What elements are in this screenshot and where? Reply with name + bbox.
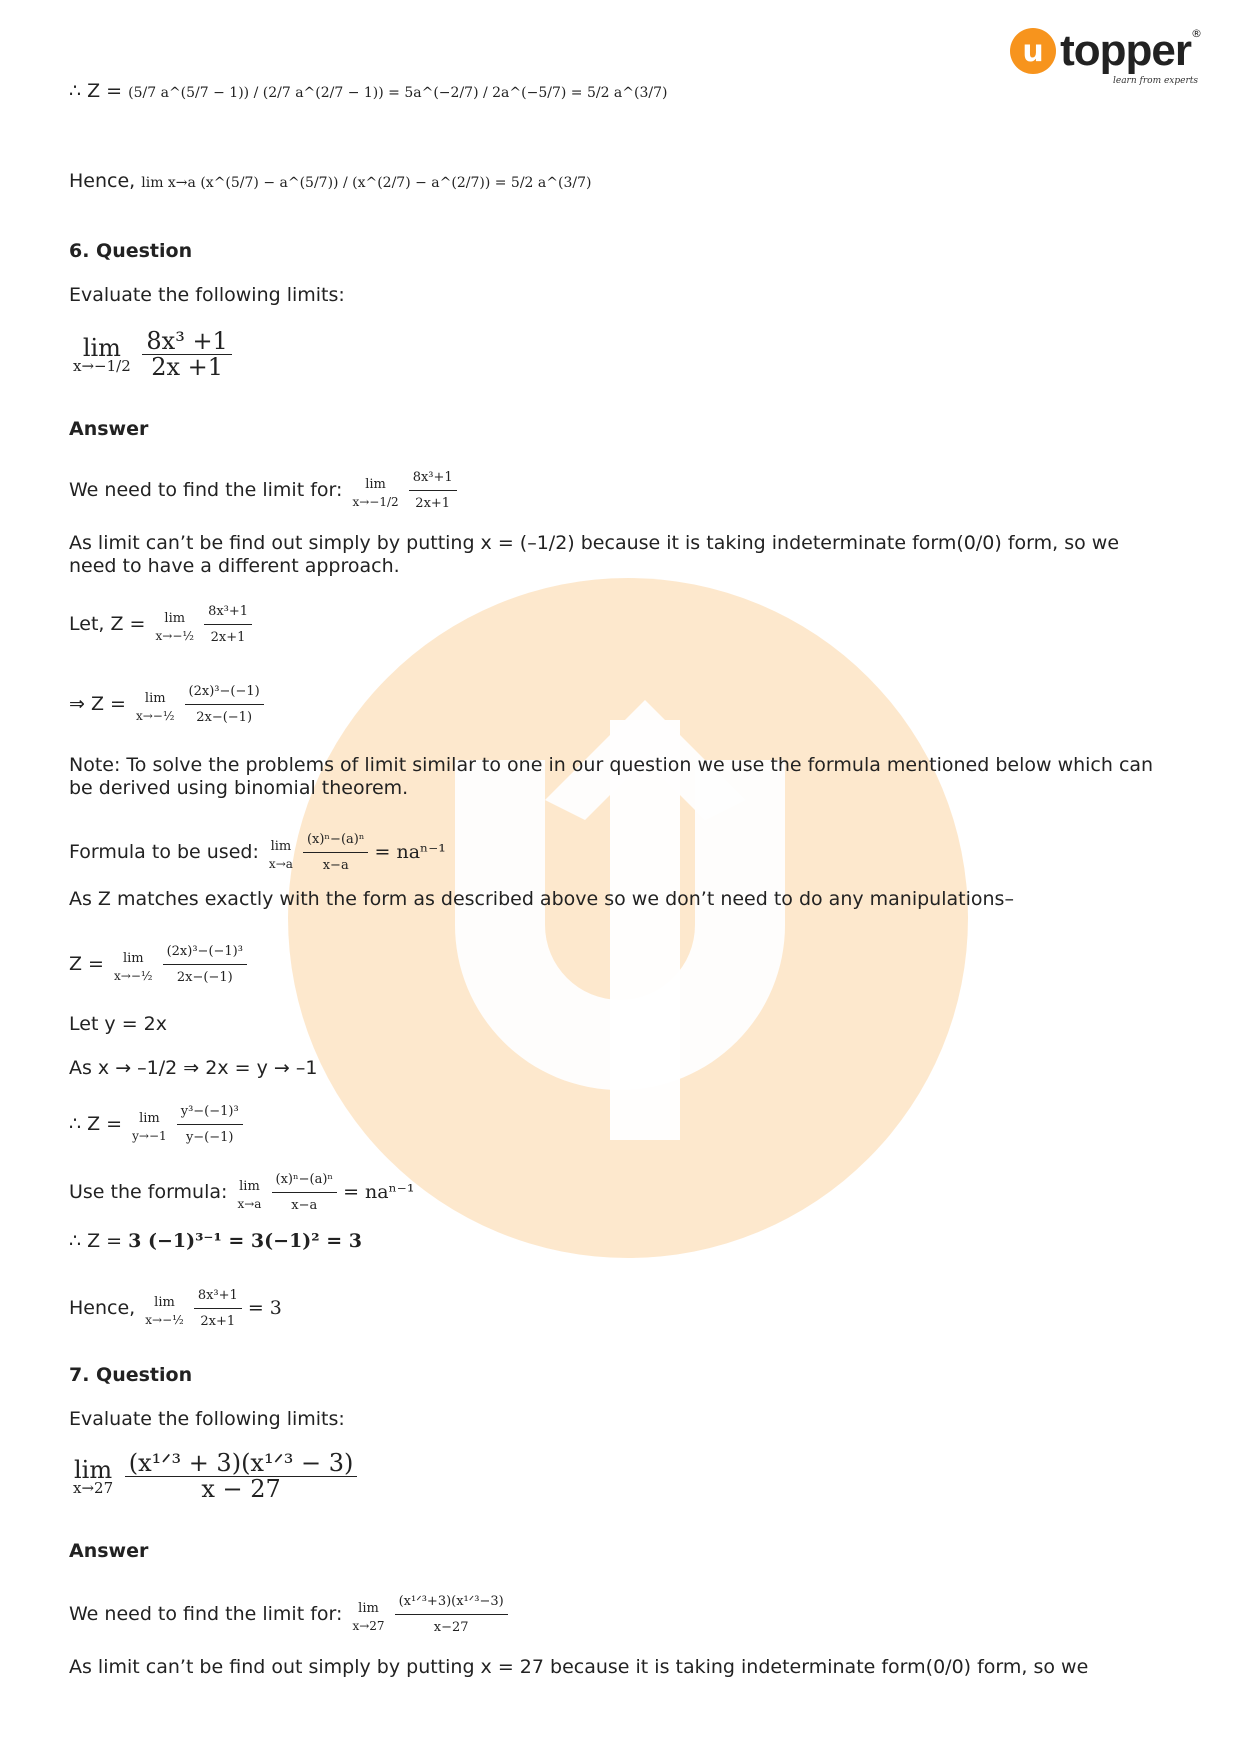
question-6-prompt: Evaluate the following limits: (69, 284, 345, 306)
question-6-expression (69, 327, 232, 381)
lim-label: lim (82, 333, 121, 362)
fraction-denominator: x−27 (433, 1620, 469, 1635)
answer-6-note: Note: To solve the problems of limit similar to one in our question we use the formula mentioned below which can be derived using binomial theorem. (69, 754, 1154, 799)
math-expression: (5/7 a^(5/7 − 1)) / (2/7 a^(2/7 − 1)) = 5a^(−2/7) / 2a^(−5/7) = 5/2 a^(3/7) (128, 85, 668, 101)
line-lead: ∴ Z = (69, 80, 129, 102)
fraction-numerator: 8x³+1 (194, 1284, 242, 1309)
answer-6-line-13 (69, 1230, 362, 1253)
lim-label: lim (74, 1455, 113, 1484)
lim-subscript: x→27 (73, 1478, 114, 1497)
line-text: ∴ Z = (69, 1230, 129, 1252)
line-z-result (69, 80, 667, 105)
fraction-denominator: 2x+1 (415, 496, 451, 511)
fraction-denominator: x − 27 (201, 1475, 281, 1503)
fraction-denominator: 2x+1 (210, 630, 246, 645)
answer-6-conclusion: Hence, lim x→−½ $\frac{\text{8x³+1}}{2x+1}$ = 3 (69, 1284, 282, 1333)
answer-6-line-3: Let, Z = lim x→−½ $\frac{\text{8x³+1}}{2x+1}$ (69, 600, 252, 649)
math-expression: lim x→a (x^(5/7) − a^(5/7)) / (x^(2/7) − a^(2/7)) = 5/2 a^(3/7) (141, 175, 592, 191)
lim-subscript: x→−1/2 (73, 356, 131, 375)
question-6-heading: 6. Question (69, 240, 193, 262)
fraction-denominator: x−a (322, 858, 349, 873)
fraction-numerator: 8x³+1 (204, 600, 252, 625)
answer-6-line-8: Z = lim x→−½ $\frac{\text{(2x)³−(−1)³}}{2x-(-1)}$ (69, 940, 247, 989)
lim-subscript: x→a (237, 1196, 262, 1211)
line-text: We need to find the limit for: (69, 1603, 343, 1625)
answer-6-line-9: Let y = 2x (69, 1013, 168, 1035)
fraction-numerator: (x¹ᐟ³+3)(x¹ᐟ³−3) (395, 1590, 508, 1615)
line-hence-1 (69, 170, 591, 195)
line-text: We need to find the limit for: (69, 479, 343, 501)
fraction-denominator: y−(−1) (185, 1130, 234, 1145)
lim-subscript: x→−½ (145, 1312, 184, 1327)
fraction-denominator: 2x+1 (200, 1314, 236, 1329)
answer-7-line-2: As limit can’t be find out simply by putting x = 27 because it is taking indeterminate form(0/0) form, so we (69, 1656, 1089, 1678)
lim-subscript: x→−½ (135, 708, 175, 723)
line-text: Hence, (69, 1297, 136, 1319)
logo-registered: ® (1191, 26, 1202, 40)
fraction-denominator: x−a (291, 1198, 318, 1213)
brand-logo (1010, 26, 1202, 86)
fraction-numerator: (x)ⁿ−(a)ⁿ (272, 1168, 338, 1193)
fraction-numerator: (x)ⁿ−(a)ⁿ (303, 828, 369, 853)
fraction-numerator: 8x³+1 (409, 466, 457, 491)
line-text: Z = (69, 953, 104, 975)
fraction-denominator: 2x−(−1) (176, 970, 233, 985)
watermark-arrow-head (545, 700, 745, 900)
lim-subscript: x→−1/2 (352, 494, 399, 509)
logo-wordmark: topper (1060, 26, 1191, 75)
answer-6-line-11: ∴ Z = lim y→−1 $\frac{\text{y³−(−1)³}}{y-(-1)}$ (69, 1100, 243, 1149)
logo-u-icon: u (1010, 28, 1056, 74)
answer-6-line-2: As limit can’t be find out simply by putting x = (–1/2) because it is taking indeterminate form(0/0) form, so we need to have a different approach. (69, 532, 1120, 577)
fraction-denominator: 2x +1 (151, 353, 224, 381)
lim-subscript: x→a (268, 856, 293, 871)
fraction-numerator: (2x)³−(−1)³ (163, 940, 247, 965)
fraction-denominator: 2x−(−1) (196, 710, 253, 725)
answer-6-line-12: Use the formula: lim x→a $\frac{\text{(x)ⁿ−(a)ⁿ}}{x-a}$ = naⁿ⁻¹ (69, 1168, 414, 1217)
formula-rhs: = naⁿ⁻¹ (374, 841, 446, 863)
fraction-numerator: y³−(−1)³ (177, 1100, 243, 1125)
lim-subscript: x→−½ (114, 968, 153, 983)
fraction-numerator: (2x)³−(−1) (185, 680, 264, 705)
line-text: ∴ Z = (69, 1113, 123, 1135)
fraction-numerator: 8x³ +1 (142, 330, 231, 355)
formula-rhs: = naⁿ⁻¹ (343, 1181, 415, 1203)
answer-6-line-1: We need to find the limit for: lim x→−1/2 $\frac{\text{8x³+1}}{2x+1}$ (69, 466, 457, 515)
question-7-expression (69, 1449, 357, 1503)
lim-subscript: y→−1 (132, 1128, 167, 1143)
line-text: Use the formula: (69, 1181, 228, 1203)
fraction-numerator: (x¹ᐟ³ + 3)(x¹ᐟ³ − 3) (125, 1452, 358, 1477)
line-lead: Hence, (69, 170, 142, 192)
answer-7-heading: Answer (69, 1540, 149, 1562)
lim-subscript: x→−½ (155, 628, 195, 643)
line-text: Formula to be used: (69, 841, 259, 863)
answer-6-line-10: As x → –1/2 ⇒ 2x = y → –1 (69, 1057, 318, 1079)
lim-subscript: x→27 (352, 1618, 385, 1633)
answer-6-line-4: ⇒ Z = lim x→−½ $\frac{\text{(2x)³−(−1)}}{2x-(-1)}$ (69, 680, 264, 729)
line-text: ⇒ Z = (69, 693, 126, 715)
math-expression: 3 (−1)³⁻¹ = 3(−1)² = 3 (128, 1230, 362, 1252)
question-7-heading: 7. Question (69, 1364, 193, 1386)
answer-6-heading: Answer (69, 418, 149, 440)
answer-6-line-7: As Z matches exactly with the form as described above so we don’t need to do any manipulations– (69, 888, 1014, 910)
answer-7-line-1: We need to find the limit for: lim x→27 $\frac{\text{(x¹ᐟ³+3)(x¹ᐟ³−3)}}{x-27}$ (69, 1590, 508, 1639)
line-text: Let, Z = (69, 613, 146, 635)
question-7-prompt: Evaluate the following limits: (69, 1408, 345, 1430)
answer-6-formula: Formula to be used: lim x→a $\frac{\text{(x)ⁿ−(a)ⁿ}}{x-a}$ = naⁿ⁻¹ (69, 828, 446, 877)
logo-tagline: learn from experts (1112, 76, 1198, 86)
formula-rhs: = 3 (247, 1297, 282, 1319)
